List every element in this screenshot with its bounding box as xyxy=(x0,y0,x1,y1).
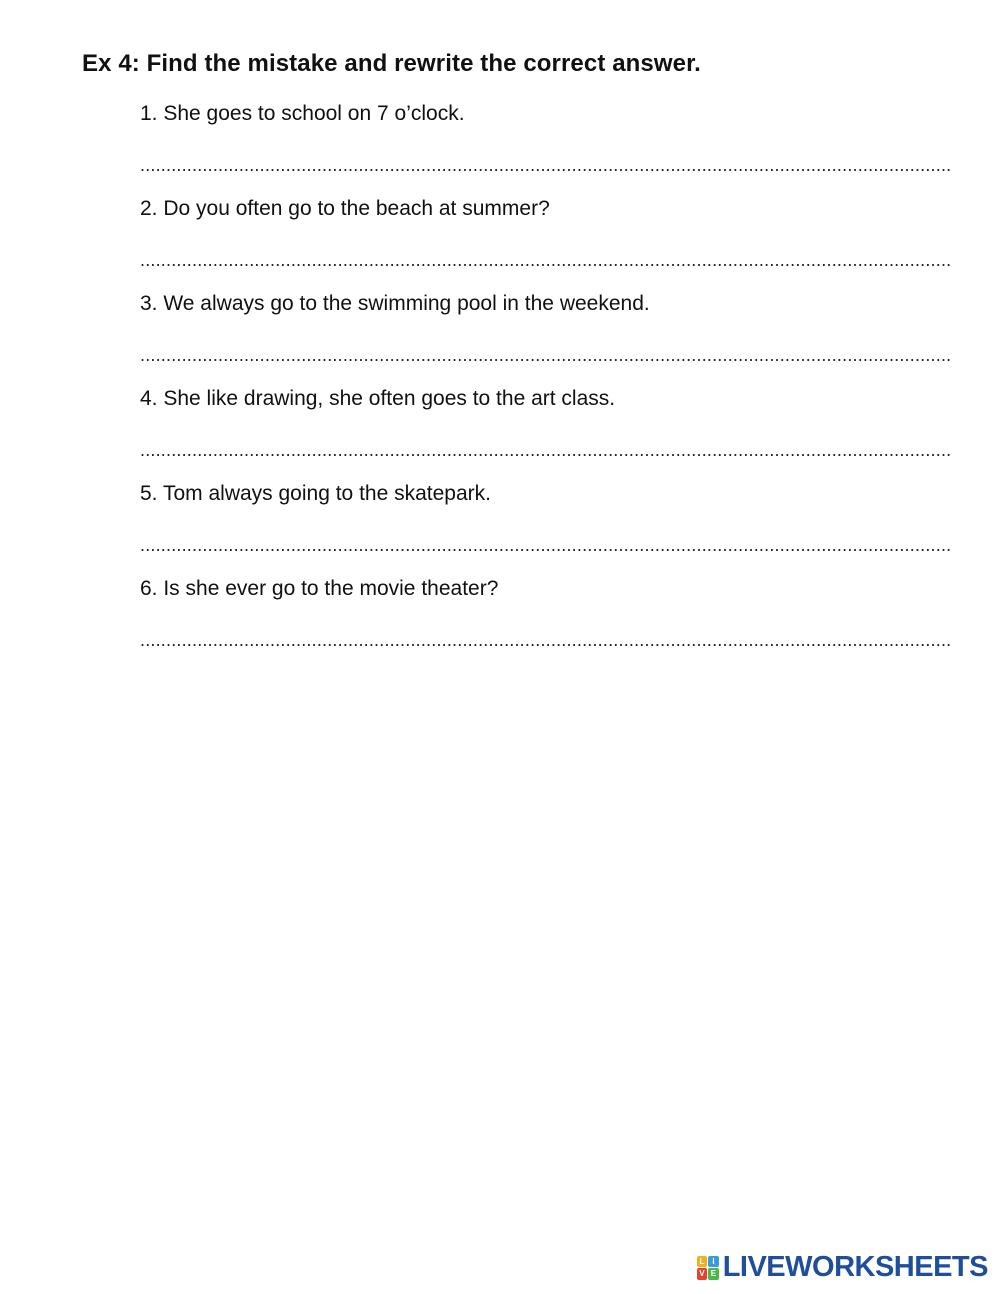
question-list xyxy=(140,100,952,670)
question-item xyxy=(140,480,952,575)
answer-input-5[interactable] xyxy=(140,528,952,556)
exercise-title: Ex 4: Find the mistake and rewrite the correct answer. xyxy=(82,50,701,77)
liveworksheets-logo-icon xyxy=(697,1256,719,1280)
answer-input-4[interactable] xyxy=(140,433,952,461)
question-text: 4. She like drawing, she often goes to the art class. xyxy=(140,387,616,410)
question-text: 1. She goes to school on 7 o’clock. xyxy=(140,102,465,125)
answer-input-2[interactable] xyxy=(140,243,952,271)
logo-letter-l: L xyxy=(697,1256,708,1268)
answer-dotted-line: ............................................................................................................................................................ xyxy=(140,440,952,460)
question-item xyxy=(140,195,952,290)
question-item xyxy=(140,575,952,670)
logo-letter-v: V xyxy=(697,1268,708,1280)
answer-input-3[interactable] xyxy=(140,338,952,366)
liveworksheets-brand[interactable] xyxy=(697,1251,988,1284)
question-item xyxy=(140,290,952,385)
answer-dotted-line: ............................................................................................................................................................ xyxy=(140,630,952,650)
question-text: 5. Tom always going to the skatepark. xyxy=(140,482,491,505)
question-text: 6. Is she ever go to the movie theater? xyxy=(140,577,499,600)
answer-dotted-line: ............................................................................................................................................................ xyxy=(140,155,952,175)
answer-input-1[interactable] xyxy=(140,148,952,176)
logo-letter-e: E xyxy=(708,1268,719,1280)
answer-dotted-line: ............................................................................................................................................................ xyxy=(140,345,952,365)
answer-input-6[interactable] xyxy=(140,623,952,651)
answer-dotted-line: ............................................................................................................................................................ xyxy=(140,535,952,555)
question-item xyxy=(140,100,952,195)
question-item xyxy=(140,385,952,480)
answer-dotted-line: ............................................................................................................................................................ xyxy=(140,250,952,270)
logo-letter-i: I xyxy=(708,1256,719,1268)
question-text: 3. We always go to the swimming pool in the weekend. xyxy=(140,292,650,315)
brand-name: LIVEWORKSHEETS xyxy=(722,1251,988,1283)
question-text: 2. Do you often go to the beach at summer? xyxy=(140,197,550,220)
